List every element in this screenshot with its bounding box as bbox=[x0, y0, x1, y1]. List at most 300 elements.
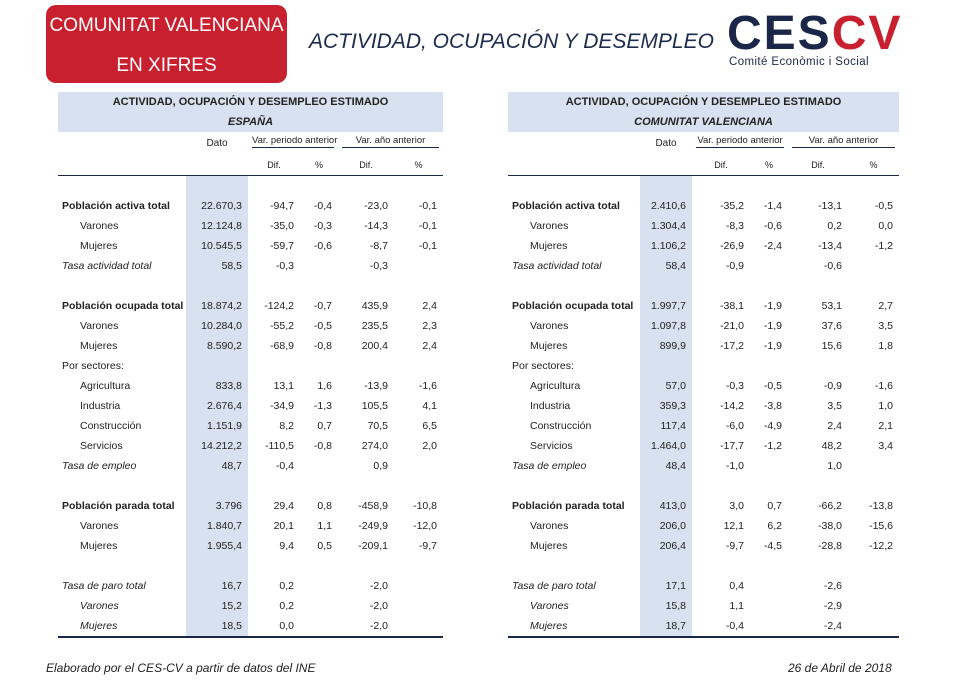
cell-pct-periodo bbox=[300, 256, 338, 276]
cell-dif-anio: 105,5 bbox=[361, 400, 388, 412]
cell-dato: 18,7 bbox=[640, 616, 692, 637]
cell-pct-periodo: 0,7 bbox=[317, 420, 332, 432]
cell-dif-anio: 235,5 bbox=[361, 320, 388, 332]
header-blank bbox=[58, 132, 186, 155]
row-label: Población ocupada total bbox=[512, 300, 634, 312]
table-row bbox=[508, 396, 899, 416]
cell-pct-anio: -1,2 bbox=[874, 240, 894, 252]
cell-dif-periodo: 0,4 bbox=[729, 580, 744, 592]
table-row bbox=[508, 336, 899, 356]
cell-dif-anio: -2,0 bbox=[369, 580, 388, 592]
row-label: Mujeres bbox=[58, 616, 186, 637]
cell-dif-periodo: -55,2 bbox=[270, 320, 294, 332]
spacer-cell bbox=[338, 276, 394, 296]
table-title: ACTIVIDAD, OCUPACIÓN Y DESEMPLEO ESTIMADO bbox=[508, 92, 899, 112]
spacer-cell bbox=[58, 176, 186, 197]
table-comunitat-valenciana bbox=[508, 92, 899, 638]
spacer-cell bbox=[848, 276, 899, 296]
cell-pct-periodo: -0,6 bbox=[313, 240, 332, 252]
row-label: Agricultura bbox=[80, 380, 131, 392]
spacer-row bbox=[508, 476, 899, 496]
table-row bbox=[58, 216, 443, 236]
cell-pct-anio: -0,5 bbox=[874, 200, 894, 212]
spacer-cell bbox=[848, 176, 899, 197]
cell-dif-periodo: -38,1 bbox=[720, 300, 744, 312]
cell-pct-periodo: -4,5 bbox=[763, 540, 782, 552]
cell-dif-periodo: 8,2 bbox=[279, 420, 294, 432]
cell-dif-anio: -23,0 bbox=[364, 200, 388, 212]
cell-pct-anio bbox=[394, 456, 443, 476]
cell-pct-periodo: -2,4 bbox=[763, 240, 782, 252]
cell-dif-periodo: -35,2 bbox=[720, 200, 744, 212]
cell-dif-periodo: -35,0 bbox=[270, 220, 294, 232]
cell-dif-anio: 53,1 bbox=[821, 300, 842, 312]
cell-pct-periodo: -4,9 bbox=[763, 420, 782, 432]
cell-pct-periodo: -0,4 bbox=[313, 200, 332, 212]
cell-dif-anio: -0,3 bbox=[369, 260, 388, 272]
header-blank bbox=[508, 132, 640, 155]
cell-pct-periodo: -1,4 bbox=[763, 200, 782, 212]
spacer-row bbox=[58, 176, 443, 197]
header-var-periodo-text: Var. periodo anterior bbox=[252, 135, 338, 146]
spacer-row bbox=[58, 556, 443, 576]
spacer-cell bbox=[338, 476, 394, 496]
row-label: Varones bbox=[530, 600, 569, 612]
cell-pct-periodo: 6,2 bbox=[767, 520, 782, 532]
spacer-cell bbox=[692, 476, 750, 496]
spacer-cell bbox=[394, 476, 443, 496]
row-label: Varones bbox=[530, 320, 569, 332]
cell-dif-periodo: -21,0 bbox=[720, 320, 744, 332]
cell-pct-periodo: -1,9 bbox=[763, 340, 782, 352]
header-blank bbox=[186, 155, 248, 176]
cell-dif-periodo: -124,2 bbox=[264, 300, 294, 312]
table-row bbox=[508, 256, 899, 276]
cell-dif-anio: 1,0 bbox=[827, 460, 842, 472]
cell-pct-periodo bbox=[750, 356, 788, 376]
cell-dif-anio: 70,5 bbox=[367, 420, 388, 432]
cell-pct-periodo bbox=[750, 596, 788, 616]
cell-dato: 8.590,2 bbox=[186, 336, 248, 356]
table-row bbox=[58, 416, 443, 436]
cell-dif-periodo: -17,7 bbox=[720, 440, 744, 452]
cell-pct-periodo bbox=[300, 596, 338, 616]
spacer-cell bbox=[58, 556, 186, 576]
header-pct-1: % bbox=[300, 155, 338, 176]
spacer-cell bbox=[186, 176, 248, 197]
table-subtitle: ESPAÑA bbox=[58, 112, 443, 132]
cell-pct-periodo: -0,5 bbox=[763, 380, 782, 392]
table-row bbox=[508, 436, 899, 456]
table-row bbox=[508, 536, 899, 556]
cell-dato: 1.097,8 bbox=[640, 316, 692, 336]
table-row bbox=[508, 516, 899, 536]
cell-dif-periodo: -34,9 bbox=[270, 400, 294, 412]
spacer-cell bbox=[640, 476, 692, 496]
cell-dato: 10.545,5 bbox=[186, 236, 248, 256]
cell-dif-anio: -249,9 bbox=[358, 520, 388, 532]
table-row bbox=[58, 396, 443, 416]
cell-dato: 18.874,2 bbox=[186, 296, 248, 316]
spacer-row bbox=[58, 476, 443, 496]
row-label: Por sectores: bbox=[62, 360, 124, 372]
header-var-anio bbox=[788, 132, 899, 155]
cell-pct-periodo: -1,2 bbox=[763, 440, 782, 452]
spacer-row bbox=[508, 276, 899, 296]
spacer-cell bbox=[186, 476, 248, 496]
spacer-cell bbox=[394, 276, 443, 296]
row-label: Población parada total bbox=[62, 500, 175, 512]
row-label: Población parada total bbox=[512, 500, 625, 512]
row-label: Industria bbox=[80, 400, 121, 412]
row-label: Mujeres bbox=[530, 540, 568, 552]
cell-pct-periodo: -0,6 bbox=[763, 220, 782, 232]
table-row bbox=[508, 576, 899, 596]
cell-dato: 117,4 bbox=[640, 416, 692, 436]
row-label: Mujeres bbox=[508, 616, 640, 637]
cell-pct-periodo bbox=[300, 616, 338, 637]
cell-dif-anio: 48,2 bbox=[821, 440, 842, 452]
cell-dif-anio: -28,8 bbox=[818, 540, 842, 552]
cell-dif-periodo: -59,7 bbox=[270, 240, 294, 252]
spacer-cell bbox=[692, 276, 750, 296]
spacer-cell bbox=[692, 176, 750, 197]
cell-pct-anio bbox=[394, 576, 443, 596]
table-row bbox=[58, 536, 443, 556]
logo-wordmark: CESCV bbox=[727, 7, 903, 60]
spacer-cell bbox=[338, 556, 394, 576]
row-label: Servicios bbox=[80, 440, 123, 452]
cell-pct-periodo: 1,1 bbox=[317, 520, 332, 532]
cell-pct-anio: 2,4 bbox=[422, 340, 438, 352]
cell-dato: 18,5 bbox=[186, 616, 248, 637]
cell-pct-anio: 1,0 bbox=[878, 400, 894, 412]
cell-pct-anio: 3,5 bbox=[878, 320, 894, 332]
cell-pct-anio: -0,1 bbox=[418, 200, 438, 212]
spacer-row bbox=[508, 176, 899, 197]
cell-dif-anio: -13,9 bbox=[364, 380, 388, 392]
cell-dif-anio: 0,2 bbox=[827, 220, 842, 232]
table-espana bbox=[58, 92, 443, 638]
spacer-cell bbox=[186, 556, 248, 576]
cell-dato: 3.796 bbox=[186, 496, 248, 516]
table-row bbox=[58, 296, 443, 316]
spacer-cell bbox=[508, 276, 640, 296]
spacer-cell bbox=[692, 556, 750, 576]
badge-line-1: COMUNITAT VALENCIANA bbox=[49, 15, 284, 36]
spacer-cell bbox=[640, 276, 692, 296]
cell-pct-anio: 1,8 bbox=[878, 340, 894, 352]
table-row bbox=[58, 496, 443, 516]
cell-pct-anio: -0,1 bbox=[418, 240, 438, 252]
spacer-cell bbox=[788, 276, 848, 296]
cell-pct-anio: 2,1 bbox=[878, 420, 894, 432]
cell-pct-periodo bbox=[300, 576, 338, 596]
spacer-cell bbox=[750, 556, 788, 576]
row-label: Tasa de paro total bbox=[512, 580, 596, 592]
table-row bbox=[58, 236, 443, 256]
table-row bbox=[58, 256, 443, 276]
spacer-cell bbox=[640, 556, 692, 576]
cell-dif-periodo: -94,7 bbox=[270, 200, 294, 212]
header-pct-2: % bbox=[394, 155, 443, 176]
cell-dif-anio: -13,4 bbox=[818, 240, 842, 252]
row-label: Agricultura bbox=[530, 380, 581, 392]
table-row bbox=[58, 316, 443, 336]
row-label: Población activa total bbox=[62, 200, 170, 212]
cell-pct-periodo: -1,3 bbox=[313, 400, 332, 412]
spacer-cell bbox=[508, 176, 640, 197]
row-label: Varones bbox=[80, 320, 119, 332]
logo-subtitle: Comité Econòmic i Social bbox=[729, 56, 869, 68]
cell-dif-anio: 200,4 bbox=[361, 340, 388, 352]
cell-dif-anio: -209,1 bbox=[358, 540, 388, 552]
header-var-anio-text: Var. año anterior bbox=[342, 135, 439, 148]
header-var-anio-text: Var. año anterior bbox=[792, 135, 895, 148]
table-row bbox=[58, 376, 443, 396]
cell-pct-anio bbox=[394, 356, 443, 376]
header-dif-1: Dif. bbox=[248, 155, 300, 176]
cell-dif-periodo: 0,2 bbox=[279, 580, 294, 592]
cell-pct-periodo: -0,3 bbox=[313, 220, 332, 232]
spacer-cell bbox=[58, 476, 186, 496]
cell-pct-anio: -9,7 bbox=[418, 540, 438, 552]
cell-dif-anio: 15,6 bbox=[821, 340, 842, 352]
header-var-anio bbox=[338, 132, 443, 155]
cell-pct-anio bbox=[394, 616, 443, 637]
table-row bbox=[508, 216, 899, 236]
cell-pct-anio bbox=[848, 356, 899, 376]
cell-dif-periodo: -26,9 bbox=[720, 240, 744, 252]
cell-dato: 16,7 bbox=[186, 576, 248, 596]
table-row bbox=[508, 316, 899, 336]
table-row bbox=[508, 416, 899, 436]
cell-dato: 833,8 bbox=[186, 376, 248, 396]
column-group-header-row bbox=[508, 132, 899, 155]
cell-dif-anio: -458,9 bbox=[358, 500, 388, 512]
spacer-cell bbox=[788, 556, 848, 576]
row-label: Varones bbox=[80, 220, 119, 232]
cell-dato bbox=[186, 356, 248, 376]
cell-dato: 1.997,7 bbox=[640, 296, 692, 316]
cell-pct-anio: 2,3 bbox=[422, 320, 438, 332]
cell-dif-periodo: 0,0 bbox=[248, 616, 300, 637]
cell-dif-anio: -13,1 bbox=[818, 200, 842, 212]
table-title: ACTIVIDAD, OCUPACIÓN Y DESEMPLEO ESTIMADO bbox=[58, 92, 443, 112]
row-label: Mujeres bbox=[530, 340, 568, 352]
header-dif-1: Dif. bbox=[692, 155, 750, 176]
header-blank bbox=[640, 155, 692, 176]
cell-dif-periodo: -0,3 bbox=[275, 260, 294, 272]
table-row bbox=[508, 456, 899, 476]
cell-dif-periodo: 0,2 bbox=[279, 600, 294, 612]
cell-dato: 1.464,0 bbox=[640, 436, 692, 456]
table-title-row bbox=[508, 92, 899, 112]
cell-dif-periodo: -0,3 bbox=[725, 380, 744, 392]
cell-pct-anio: -13,8 bbox=[869, 500, 894, 512]
spacer-cell bbox=[508, 556, 640, 576]
row-label: Población activa total bbox=[512, 200, 620, 212]
header-var-periodo-text: Var. periodo anterior bbox=[697, 135, 783, 146]
cell-dato: 359,3 bbox=[640, 396, 692, 416]
table-title-row bbox=[58, 92, 443, 112]
cell-dif-anio: 37,6 bbox=[821, 320, 842, 332]
header-var-periodo bbox=[692, 132, 788, 155]
cell-pct-periodo bbox=[300, 356, 338, 376]
cell-dif-anio bbox=[788, 356, 848, 376]
cell-dif-anio: 274,0 bbox=[361, 440, 388, 452]
spacer-cell bbox=[248, 476, 300, 496]
spacer-cell bbox=[788, 176, 848, 197]
cescv-logo bbox=[727, 7, 909, 72]
cell-dif-anio: -8,7 bbox=[369, 240, 388, 252]
cell-dif-anio: -38,0 bbox=[818, 520, 842, 532]
cell-dif-anio: -0,9 bbox=[823, 380, 842, 392]
row-label: Varones bbox=[530, 520, 569, 532]
cell-dif-periodo: -8,3 bbox=[725, 220, 744, 232]
table-row bbox=[58, 356, 443, 376]
cell-pct-periodo bbox=[750, 576, 788, 596]
cell-dato: 14.212,2 bbox=[186, 436, 248, 456]
cell-pct-periodo: 1,6 bbox=[317, 380, 332, 392]
cell-dif-periodo: 3,0 bbox=[729, 500, 744, 512]
cell-dato: 206,0 bbox=[640, 516, 692, 536]
cell-dif-periodo: 13,1 bbox=[273, 380, 294, 392]
cell-pct-anio: -10,8 bbox=[413, 500, 438, 512]
table-row bbox=[58, 616, 443, 637]
row-label: Mujeres bbox=[80, 240, 118, 252]
cell-dato: 413,0 bbox=[640, 496, 692, 516]
table-row bbox=[58, 456, 443, 476]
row-label: Tasa de empleo bbox=[512, 460, 587, 472]
cell-dato: 10.284,0 bbox=[186, 316, 248, 336]
cell-pct-anio: 0,0 bbox=[878, 220, 894, 232]
spacer-cell bbox=[338, 176, 394, 197]
cell-dif-anio: -2,6 bbox=[823, 580, 842, 592]
spacer-cell bbox=[640, 176, 692, 197]
table-row bbox=[508, 616, 899, 637]
page-title: ACTIVIDAD, OCUPACIÓN Y DESEMPLEO bbox=[309, 30, 714, 53]
row-label: Tasa actividad total bbox=[512, 260, 602, 272]
row-label: Varones bbox=[530, 220, 569, 232]
table-row bbox=[508, 356, 899, 376]
cell-pct-periodo: -0,7 bbox=[313, 300, 332, 312]
cell-dif-periodo: -0,9 bbox=[725, 260, 744, 272]
cell-pct-anio: -12,0 bbox=[413, 520, 438, 532]
cell-pct-periodo: -3,8 bbox=[763, 400, 782, 412]
cell-pct-anio bbox=[394, 256, 443, 276]
cell-dif-periodo: -6,0 bbox=[725, 420, 744, 432]
cell-pct-anio: 4,1 bbox=[422, 400, 438, 412]
header-blank bbox=[508, 155, 640, 176]
cell-pct-anio: -1,6 bbox=[874, 380, 894, 392]
spacer-row bbox=[508, 556, 899, 576]
column-sub-header-row bbox=[508, 155, 899, 176]
row-label: Servicios bbox=[530, 440, 573, 452]
table-row bbox=[508, 296, 899, 316]
header-pct-1: % bbox=[750, 155, 788, 176]
cell-dif-periodo: 29,4 bbox=[273, 500, 294, 512]
cell-dato: 48,4 bbox=[640, 456, 692, 476]
table-row bbox=[508, 196, 899, 216]
cell-dif-periodo: 20,1 bbox=[273, 520, 294, 532]
badge-line-2: EN XIFRES bbox=[116, 55, 217, 76]
row-label: Construcción bbox=[530, 420, 592, 432]
row-label: Varones bbox=[80, 600, 119, 612]
cell-dif-periodo bbox=[248, 356, 300, 376]
cell-dato: 1.955,4 bbox=[186, 536, 248, 556]
footer-source: Elaborado por el CES-CV a partir de datos del INE bbox=[46, 661, 316, 675]
cell-dato: 22.670,3 bbox=[186, 196, 248, 216]
cell-dato: 1.840,7 bbox=[186, 516, 248, 536]
cell-pct-periodo bbox=[300, 456, 338, 476]
spacer-cell bbox=[300, 556, 338, 576]
spacer-cell bbox=[750, 476, 788, 496]
cell-dato: 1.151,9 bbox=[186, 416, 248, 436]
cell-dif-anio: -66,2 bbox=[818, 500, 842, 512]
cell-dif-periodo: -17,2 bbox=[720, 340, 744, 352]
row-label: Por sectores: bbox=[512, 360, 574, 372]
cell-pct-anio: -0,1 bbox=[418, 220, 438, 232]
row-label: Mujeres bbox=[80, 540, 118, 552]
cell-pct-periodo: -1,9 bbox=[763, 300, 782, 312]
row-label: Mujeres bbox=[80, 340, 118, 352]
cell-pct-anio bbox=[848, 576, 899, 596]
cell-dato: 899,9 bbox=[640, 336, 692, 356]
spacer-cell bbox=[394, 176, 443, 197]
cell-dif-periodo: -9,7 bbox=[725, 540, 744, 552]
cell-dato: 206,4 bbox=[640, 536, 692, 556]
cell-dif-periodo: 1,1 bbox=[729, 600, 744, 612]
cell-dif-anio: -2,4 bbox=[788, 616, 848, 637]
table-subtitle-row bbox=[58, 112, 443, 132]
cell-dif-anio: -2,0 bbox=[338, 616, 394, 637]
header-pct-2: % bbox=[848, 155, 899, 176]
table-row bbox=[508, 596, 899, 616]
cell-pct-anio: 2,4 bbox=[422, 300, 438, 312]
cell-dato: 58,4 bbox=[640, 256, 692, 276]
cell-pct-periodo: -1,9 bbox=[763, 320, 782, 332]
cell-pct-periodo bbox=[750, 616, 788, 637]
cell-dif-periodo: -110,5 bbox=[265, 440, 294, 452]
row-label: Varones bbox=[80, 520, 119, 532]
spacer-cell bbox=[788, 476, 848, 496]
spacer-cell bbox=[248, 176, 300, 197]
cell-dif-anio: 435,9 bbox=[361, 300, 388, 312]
cell-dif-periodo: -0,4 bbox=[275, 460, 294, 472]
table-row bbox=[508, 496, 899, 516]
table-row bbox=[508, 376, 899, 396]
cell-pct-anio: -1,6 bbox=[418, 380, 438, 392]
header-var-periodo bbox=[248, 132, 338, 155]
cell-dato: 15,8 bbox=[640, 596, 692, 616]
cell-pct-periodo bbox=[750, 256, 788, 276]
cell-pct-periodo: 0,5 bbox=[317, 540, 332, 552]
table-row bbox=[58, 336, 443, 356]
spacer-cell bbox=[394, 556, 443, 576]
column-sub-header-row bbox=[58, 155, 443, 176]
cell-pct-anio bbox=[848, 456, 899, 476]
row-label: Industria bbox=[530, 400, 571, 412]
cell-dif-anio: -2,9 bbox=[823, 600, 842, 612]
cell-dif-anio bbox=[338, 356, 394, 376]
spacer-cell bbox=[848, 476, 899, 496]
cell-dif-anio: -14,3 bbox=[364, 220, 388, 232]
spacer-cell bbox=[750, 276, 788, 296]
cell-dato: 15,2 bbox=[186, 596, 248, 616]
cell-dif-anio: -0,6 bbox=[823, 260, 842, 272]
region-badge bbox=[46, 5, 287, 83]
